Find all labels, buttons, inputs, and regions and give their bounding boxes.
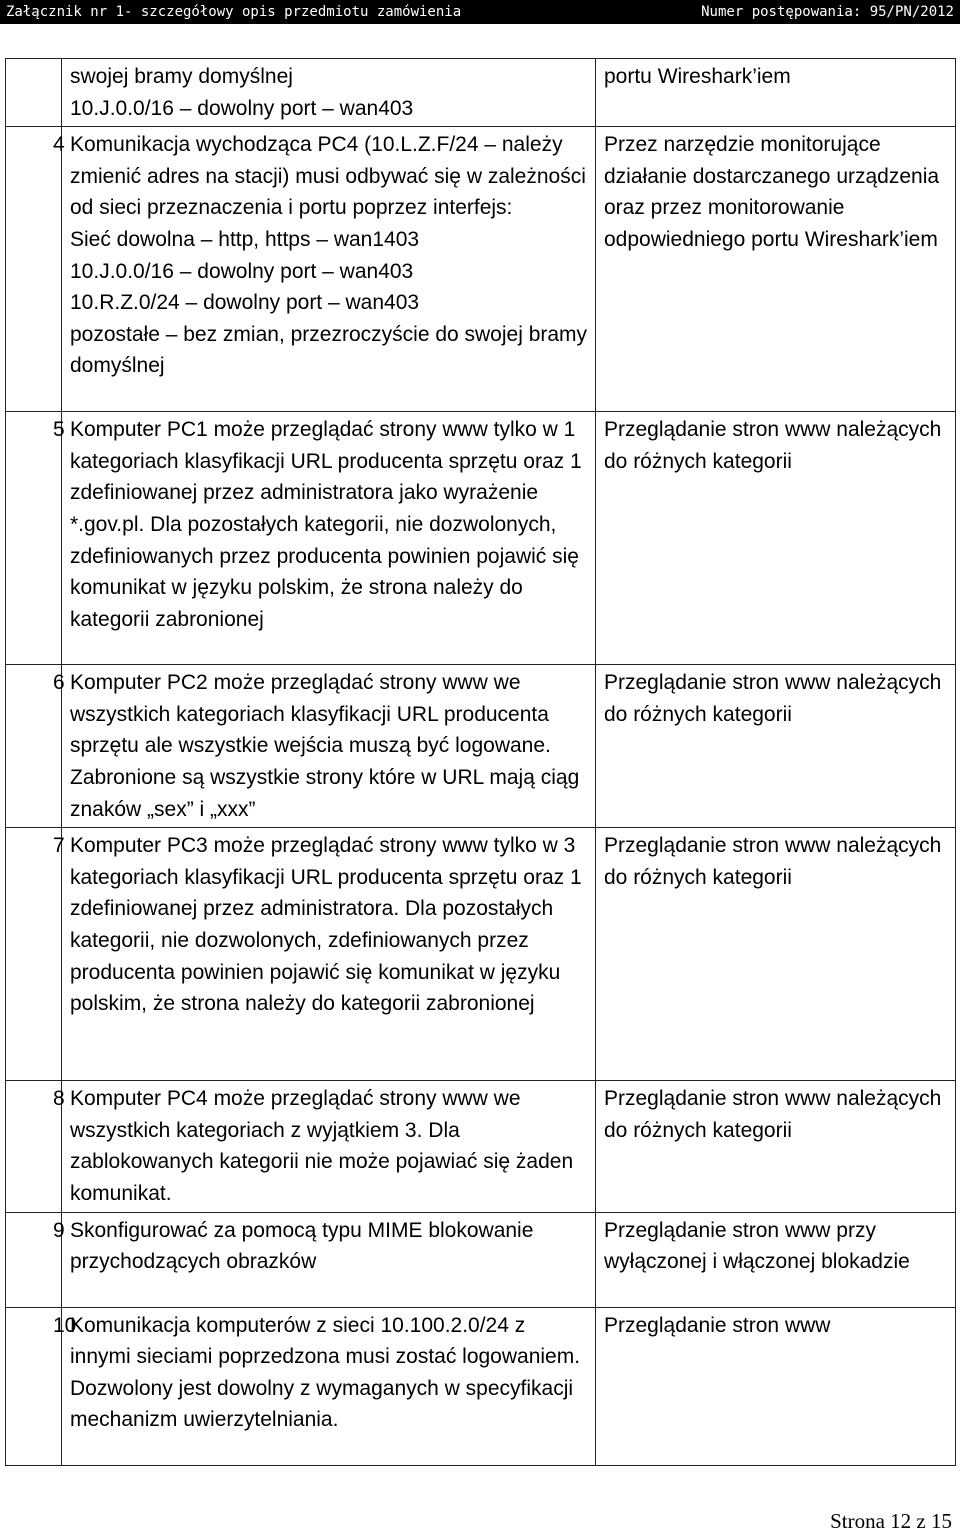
verification-cell: Przeglądanie stron www należących do różnych kategorii	[596, 1081, 956, 1212]
row-number: 8	[6, 1081, 62, 1212]
verification-cell: Przez narzędzie monitorujące działanie dostarczanego urządzenia oraz przez monitorowanie odpowiedniego portu Wireshark’iem	[596, 127, 956, 412]
header-title: Załącznik nr 1- szczegółowy opis przedmiotu zamówienia	[6, 4, 462, 20]
row-number: 4	[6, 127, 62, 412]
verification-cell: Przeglądanie stron www należących do różnych kategorii	[596, 412, 956, 665]
specification-table	[5, 58, 956, 1466]
document-header	[0, 0, 960, 24]
table-row	[6, 1081, 956, 1212]
row-number: 5	[6, 412, 62, 665]
table-row	[6, 1212, 956, 1307]
verification-cell: portu Wireshark’iem	[596, 59, 956, 127]
table-row	[6, 828, 956, 1081]
requirement-cell: Skonfigurować za pomocą typu MIME blokowanie przychodzących obrazków	[62, 1212, 596, 1307]
table-row	[6, 665, 956, 828]
requirement-cell: Komunikacja wychodząca PC4 (10.L.Z.F/24 – należy zmienić adres na stacji) musi odbywać się w zależności od sieci przeznaczenia i portu poprzez interfejs: Sieć dowolna – http, https – wan1403 10.J.0.0/16 – dowolny port – wan403 10.R.Z.0/24 – dowolny port – wan403 pozostałe – bez zmian, przezroczyście do swojej bramy domyślnej	[62, 127, 596, 412]
row-number: 6	[6, 665, 62, 828]
verification-cell: Przeglądanie stron www przy wyłączonej i włączonej blokadzie	[596, 1212, 956, 1307]
row-number: 10	[6, 1307, 62, 1465]
page-number: Strona 12 z 15	[830, 1509, 952, 1533]
verification-cell: Przeglądanie stron www należących do różnych kategorii	[596, 828, 956, 1081]
requirement-cell: Komputer PC4 może przeglądać strony www we wszystkich kategoriach z wyjątkiem 3. Dla zablokowanych kategorii nie może pojawiać się żaden komunikat.	[62, 1081, 596, 1212]
requirement-cell: Komputer PC2 może przeglądać strony www we wszystkich kategoriach klasyfikacji URL producenta sprzętu ale wszystkie wejścia muszą być logowane. Zabronione są wszystkie strony które w URL mają ciąg znaków „sex” i „xxx”	[62, 665, 596, 828]
table-row	[6, 412, 956, 665]
requirement-cell: Komunikacja komputerów z sieci 10.100.2.0/24 z innymi sieciami poprzedzona musi zostać logowaniem. Dozwolony jest dowolny z wymaganych w specyfikacji mechanizm uwierzytelniania.	[62, 1307, 596, 1465]
requirement-cell: Komputer PC1 może przeglądać strony www tylko w 1 kategoriach klasyfikacji URL producenta sprzętu oraz 1 zdefiniowanej przez administratora jako wyrażenie *.gov.pl. Dla pozostałych kategorii, nie dozwolonych, zdefiniowanych przez producenta powinien pojawić się komunikat w języku polskim, że strona należy do kategorii zabronionej	[62, 412, 596, 665]
table-row	[6, 127, 956, 412]
header-procedure-number: Numer postępowania: 95/PN/2012	[701, 4, 954, 20]
row-number	[6, 59, 62, 127]
row-number: 7	[6, 828, 62, 1081]
table-row	[6, 1307, 956, 1465]
requirement-cell: swojej bramy domyślnej 10.J.0.0/16 – dowolny port – wan403	[62, 59, 596, 127]
requirement-cell: Komputer PC3 może przeglądać strony www tylko w 3 kategoriach klasyfikacji URL producenta sprzętu oraz 1 zdefiniowanej przez administratora. Dla pozostałych kategorii, nie dozwolonych, zdefiniowanych przez producenta powinien pojawić się komunikat w języku polskim, że strona należy do kategorii zabronionej	[62, 828, 596, 1081]
verification-cell: Przeglądanie stron www	[596, 1307, 956, 1465]
row-number: 9	[6, 1212, 62, 1307]
table-row	[6, 59, 956, 127]
verification-cell: Przeglądanie stron www należących do różnych kategorii	[596, 665, 956, 828]
